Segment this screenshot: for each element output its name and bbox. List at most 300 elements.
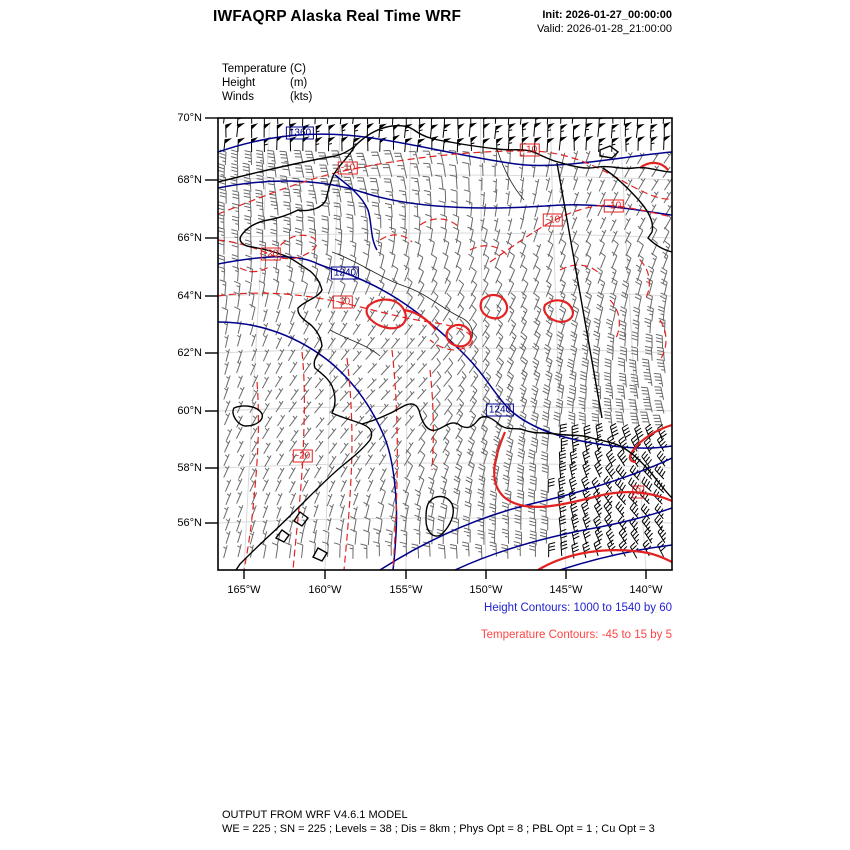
- barb-staff: [561, 437, 567, 452]
- barb-staff: [368, 363, 377, 373]
- wind-barb: [316, 309, 322, 321]
- wind-barb: [332, 189, 341, 202]
- temperature-contour-label: -10: [604, 200, 624, 213]
- barb-staff: [434, 150, 443, 163]
- wind-barb: [250, 468, 256, 480]
- barb-staff: [510, 332, 516, 348]
- barb-pennant: [637, 124, 644, 129]
- barb-staff: [291, 389, 299, 400]
- barb-staff: [346, 214, 353, 228]
- valid-time-label: Valid: 2026-01-28_21:00:00: [537, 23, 672, 35]
- barb-staff: [465, 488, 472, 504]
- wind-barb: [636, 124, 644, 138]
- barb-staff: [234, 307, 240, 323]
- barb-staff: [560, 252, 565, 268]
- wind-barb: [224, 507, 229, 519]
- barb-staff: [572, 217, 577, 229]
- lon-tick-label: 160°W: [308, 584, 342, 596]
- wind-barb: [651, 109, 658, 124]
- barb-staff: [579, 412, 586, 427]
- barb-pennant: [277, 109, 284, 116]
- barb-staff: [573, 204, 578, 216]
- lon-tick-label: 165°W: [227, 584, 261, 596]
- barb-staff: [419, 325, 427, 335]
- wind-barb: [618, 358, 625, 373]
- wind-barb: [444, 449, 449, 465]
- wind-barb: [521, 317, 527, 333]
- wind-barb: [548, 190, 552, 203]
- barb-staff: [297, 543, 303, 558]
- barb-staff: [469, 124, 470, 137]
- barb-staff: [617, 385, 625, 399]
- barb-staff: [224, 111, 228, 124]
- barb-staff: [238, 350, 242, 362]
- wind-barb: [313, 519, 317, 532]
- wind-barb: [297, 543, 303, 558]
- barb-pennant: [496, 110, 503, 116]
- wind-barb: [226, 531, 230, 543]
- barb-staff: [535, 179, 539, 192]
- wind-barb: [654, 374, 663, 387]
- height-contour-label: 1240: [331, 267, 359, 280]
- wind-barb: [238, 530, 242, 542]
- barb-staff: [238, 454, 244, 466]
- barb-pennant: [535, 137, 542, 143]
- barb-staff: [463, 177, 470, 192]
- wind-barb: [450, 544, 457, 558]
- barb-pennant: [368, 109, 375, 115]
- barb-pennant: [586, 111, 593, 117]
- lat-tick-label: 62°N: [177, 347, 202, 359]
- barb-staff: [604, 501, 612, 517]
- wind-barb: [479, 178, 482, 191]
- wind-barb: [619, 331, 626, 346]
- wind-barb: [586, 164, 591, 176]
- barb-staff: [304, 323, 310, 335]
- barb-staff: [237, 441, 243, 453]
- barb-staff: [556, 357, 562, 373]
- wind-barb: [220, 280, 226, 295]
- wind-barb: [265, 456, 271, 467]
- wind-barb: [600, 217, 606, 229]
- wind-barb: [380, 468, 386, 480]
- graticule-lat: [218, 463, 672, 468]
- barb-staff: [657, 436, 667, 452]
- barb-staff: [605, 359, 611, 374]
- wind-barb: [595, 528, 603, 544]
- field-name: Winds: [222, 91, 254, 103]
- wind-barb: [353, 365, 362, 375]
- wind-barb: [373, 529, 379, 544]
- barb-staff: [302, 480, 308, 492]
- barb-staff: [644, 372, 653, 386]
- barb-staff: [237, 544, 241, 557]
- wind-barb: [570, 346, 576, 362]
- wind-barb: [619, 373, 626, 387]
- barb-staff: [470, 396, 477, 412]
- wind-barb: [559, 136, 567, 150]
- field-name: Height: [222, 77, 256, 89]
- barb-staff: [663, 227, 669, 243]
- barb-staff: [508, 203, 512, 216]
- barb-staff: [414, 228, 420, 243]
- barb-staff: [368, 442, 376, 453]
- wind-barb: [664, 122, 671, 137]
- wind-barb: [238, 505, 243, 517]
- wind-barb: [263, 334, 268, 346]
- wind-barb: [445, 278, 451, 294]
- lat-tick-label: 70°N: [177, 112, 202, 124]
- barb-staff: [559, 138, 560, 151]
- wind-barb: [492, 164, 495, 177]
- barb-staff: [407, 461, 413, 477]
- barb-staff: [419, 425, 426, 441]
- wind-barb: [494, 204, 498, 217]
- barb-staff: [265, 456, 271, 467]
- barb-staff: [392, 278, 397, 294]
- barb-staff: [549, 543, 556, 558]
- temperature-contour-label: -10: [333, 296, 353, 309]
- wind-barb: [475, 544, 482, 558]
- barb-staff: [644, 438, 654, 454]
- wind-barb: [541, 490, 547, 505]
- wind-barb: [534, 230, 538, 242]
- barb-staff: [560, 291, 565, 307]
- barb-staff: [232, 191, 239, 205]
- wind-barb: [346, 214, 353, 228]
- wind-barb: [287, 293, 293, 309]
- wind-barb: [616, 399, 624, 413]
- temp-zero-line: [538, 550, 672, 570]
- wind-barb: [394, 153, 404, 166]
- wind-barb: [586, 136, 594, 150]
- barb-staff: [613, 111, 616, 124]
- barb-staff: [640, 412, 649, 425]
- wind-barb: [572, 110, 580, 124]
- barb-staff: [406, 113, 409, 126]
- barb-staff: [645, 346, 652, 360]
- wind-barb: [329, 456, 336, 467]
- wind-barb: [419, 377, 428, 387]
- wind-barb: [368, 468, 374, 479]
- barb-staff: [432, 292, 439, 308]
- barb-staff: [618, 358, 625, 373]
- barb-staff: [492, 164, 495, 177]
- wind-barb: [522, 231, 526, 243]
- barb-staff: [509, 266, 514, 282]
- barb-staff: [530, 476, 537, 491]
- barb-staff: [517, 476, 524, 491]
- wind-barb: [445, 293, 452, 309]
- wind-barb: [368, 442, 376, 453]
- wind-barb: [405, 477, 410, 493]
- barb-staff: [231, 150, 237, 165]
- wind-barb: [574, 192, 579, 204]
- barb-staff: [542, 516, 548, 531]
- barb-staff: [405, 139, 406, 152]
- barb-staff: [301, 415, 309, 425]
- wind-barb: [586, 192, 591, 204]
- barb-staff: [650, 204, 657, 215]
- wind-barb: [561, 541, 568, 556]
- wind-barb: [640, 412, 649, 425]
- wind-barb: [508, 219, 512, 232]
- wind-barb: [393, 391, 402, 401]
- height-contour-label: 1360: [286, 127, 314, 140]
- barb-staff: [393, 351, 402, 361]
- barb-staff: [450, 544, 457, 558]
- barb-staff: [607, 345, 614, 360]
- barb-staff: [654, 387, 663, 400]
- barb-pennant: [445, 111, 452, 117]
- barb-staff: [429, 239, 435, 255]
- wind-barb: [596, 304, 603, 320]
- barb-pennant: [458, 123, 465, 130]
- wind-barb: [606, 319, 613, 335]
- barb-staff: [412, 190, 420, 204]
- barb-staff: [393, 391, 402, 401]
- wind-barb: [237, 123, 245, 137]
- wind-barb: [418, 363, 427, 373]
- wind-barb: [462, 162, 469, 176]
- barb-staff: [520, 217, 524, 230]
- wind-barb: [226, 376, 230, 388]
- barb-staff: [548, 190, 552, 203]
- barb-staff: [439, 201, 445, 216]
- wind-barb: [508, 203, 512, 216]
- height-contour-line: [560, 545, 672, 570]
- graticule-lat: [218, 406, 672, 411]
- barb-staff: [226, 376, 230, 388]
- barb-pennant: [626, 137, 633, 144]
- wind-barb: [482, 204, 486, 217]
- barb-staff: [393, 265, 398, 281]
- barb-staff: [629, 385, 638, 399]
- canada-border: [557, 163, 602, 418]
- barb-staff: [263, 506, 268, 518]
- barb-pennant: [599, 138, 606, 144]
- barb-staff: [224, 322, 228, 335]
- barb-staff: [475, 544, 482, 558]
- wind-barb: [607, 345, 614, 360]
- barb-staff: [521, 370, 527, 386]
- wind-barb: [271, 201, 279, 215]
- barb-staff: [250, 532, 254, 545]
- barb-staff: [430, 125, 431, 138]
- barb-pennant: [651, 124, 658, 130]
- wind-barb: [432, 385, 440, 400]
- barb-staff: [322, 240, 328, 255]
- wind-barb: [478, 502, 484, 517]
- barb-staff: [232, 216, 239, 231]
- wind-barb: [657, 360, 665, 374]
- barb-staff: [277, 506, 281, 518]
- barb-pennant: [225, 138, 232, 144]
- wind-barb: [393, 265, 398, 281]
- wind-barb: [542, 412, 549, 428]
- barb-staff: [313, 519, 317, 532]
- barb-staff: [315, 389, 323, 399]
- wind-barb: [252, 137, 259, 152]
- wind-barb: [572, 217, 577, 229]
- barb-pennant: [509, 111, 516, 117]
- barb-staff: [615, 412, 624, 426]
- barb-pennant: [599, 111, 606, 117]
- wind-barb: [291, 430, 299, 441]
- barb-staff: [638, 153, 645, 164]
- barb-staff: [226, 429, 231, 441]
- wind-barb: [644, 438, 654, 454]
- barb-staff: [445, 385, 453, 401]
- barb-staff: [272, 543, 278, 559]
- barb-staff: [238, 530, 242, 542]
- barb-staff: [624, 113, 625, 126]
- barb-staff: [561, 541, 568, 556]
- barb-pennant: [252, 109, 259, 116]
- barb-staff: [414, 529, 420, 544]
- wind-barb: [341, 505, 345, 518]
- barb-staff: [533, 192, 537, 205]
- barb-staff: [263, 520, 267, 532]
- barb-pennant: [612, 138, 619, 144]
- barb-staff: [478, 502, 484, 517]
- wind-barb: [469, 123, 477, 137]
- barb-staff: [606, 450, 615, 466]
- barb-staff: [289, 416, 297, 427]
- wind-barb: [414, 529, 420, 544]
- barb-staff: [458, 125, 459, 138]
- barb-staff: [444, 371, 452, 386]
- barb-pennant: [561, 124, 568, 130]
- wind-barb: [585, 123, 593, 137]
- barb-staff: [599, 166, 604, 178]
- barb-staff: [341, 466, 348, 477]
- wind-barb: [232, 204, 239, 219]
- barb-staff: [502, 529, 508, 544]
- wind-barb: [350, 241, 356, 256]
- wind-barb: [302, 480, 308, 492]
- wind-barb: [415, 515, 421, 530]
- field-row-winds: [222, 91, 313, 103]
- barb-staff: [328, 350, 336, 360]
- barb-staff: [260, 543, 266, 559]
- wind-barb: [224, 322, 228, 335]
- barb-staff: [462, 542, 469, 556]
- barb-staff: [546, 330, 552, 346]
- barb-staff: [291, 430, 299, 441]
- wind-barb: [443, 138, 451, 152]
- barb-staff: [637, 113, 638, 126]
- wind-barb: [220, 150, 227, 165]
- wind-barb: [316, 124, 323, 139]
- wind-barb: [252, 109, 259, 124]
- wind-barb: [468, 254, 473, 270]
- barb-staff: [368, 325, 376, 336]
- barb-staff: [394, 365, 403, 375]
- barb-staff: [440, 503, 447, 518]
- barb-staff: [559, 232, 564, 244]
- barb-staff: [587, 219, 592, 231]
- barb-staff: [220, 150, 227, 165]
- wind-barb: [313, 530, 317, 543]
- barb-staff: [546, 178, 550, 191]
- wind-barb: [663, 227, 669, 243]
- barb-staff: [431, 113, 435, 126]
- barb-staff: [520, 397, 527, 413]
- wind-barb: [560, 252, 565, 268]
- barb-staff: [226, 493, 231, 505]
- wind-barb: [457, 399, 464, 415]
- wind-barb: [366, 389, 375, 399]
- wind-barb: [520, 178, 524, 191]
- wind-barb: [231, 150, 237, 165]
- wind-barb: [264, 443, 271, 454]
- wind-barb: [459, 371, 467, 387]
- wind-barb: [341, 337, 349, 348]
- wind-barb: [663, 252, 668, 268]
- wind-barb: [570, 332, 577, 348]
- wind-barb: [521, 292, 527, 308]
- wind-barb: [276, 388, 283, 399]
- barb-staff: [329, 504, 333, 516]
- wind-barb: [496, 371, 502, 387]
- barb-staff: [329, 443, 337, 454]
- wind-barb: [340, 323, 347, 334]
- wind-barb: [534, 217, 538, 229]
- wind-barb: [533, 253, 538, 269]
- barb-staff: [263, 428, 270, 439]
- barb-staff: [655, 464, 665, 479]
- wind-barb: [458, 123, 465, 138]
- wind-barb: [284, 240, 290, 255]
- wind-barb: [368, 480, 373, 492]
- wind-barb: [272, 543, 278, 559]
- barb-staff: [347, 202, 355, 216]
- barb-staff: [616, 399, 624, 413]
- barb-staff: [445, 278, 451, 294]
- barb-staff: [394, 153, 404, 166]
- barb-pennant: [328, 110, 335, 116]
- barb-staff: [599, 180, 604, 192]
- barb-staff: [622, 425, 631, 441]
- lon-tick-label: 155°W: [389, 584, 423, 596]
- wind-barb: [432, 463, 437, 479]
- barb-staff: [433, 371, 441, 386]
- barb-staff: [276, 310, 280, 322]
- wind-barb: [645, 318, 651, 333]
- wind-barb: [381, 338, 389, 348]
- barb-pennant: [226, 123, 233, 130]
- wind-barb: [604, 412, 612, 426]
- wind-barb: [521, 370, 527, 386]
- wind-barb: [237, 492, 242, 504]
- wind-barb: [572, 231, 577, 243]
- barb-staff: [340, 323, 347, 334]
- barb-staff: [313, 530, 317, 543]
- barb-staff: [415, 515, 421, 530]
- temperature-contour-label: 0: [632, 486, 644, 499]
- wind-barb: [440, 488, 446, 504]
- wind-barb: [664, 135, 671, 150]
- barb-pennant: [394, 124, 401, 131]
- barb-staff: [444, 112, 445, 125]
- barb-pennant: [625, 111, 632, 117]
- barb-staff: [263, 334, 268, 346]
- barb-pennant: [341, 110, 348, 116]
- wind-barb: [355, 309, 362, 320]
- barb-staff: [271, 201, 279, 215]
- wind-barb: [548, 478, 555, 493]
